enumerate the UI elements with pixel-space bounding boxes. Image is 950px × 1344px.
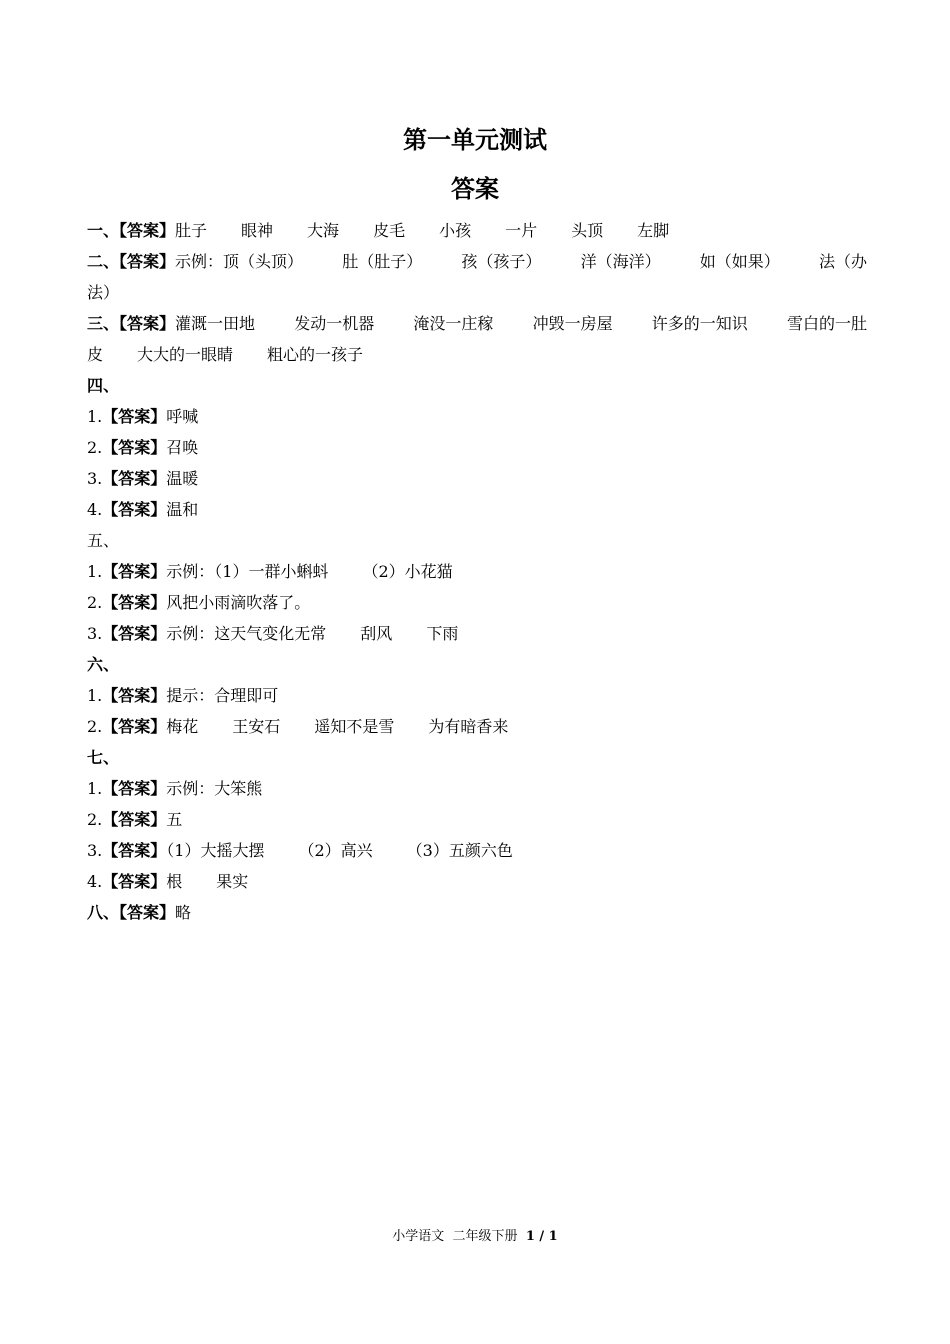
section-4-q3 — [87, 463, 867, 494]
answer-tag: 【答案】 — [102, 593, 167, 612]
answer-tag: 【答案】 — [102, 841, 167, 860]
answer-text: 为有暗香来 — [428, 717, 509, 736]
section-1 — [87, 215, 867, 246]
answer-item: 大海 — [307, 221, 340, 240]
section-5-q2 — [87, 587, 867, 618]
section-4-q2 — [87, 432, 867, 463]
answer-item: 皮毛 — [373, 221, 406, 240]
section-2-line-1 — [87, 246, 867, 277]
question-number: 3. — [87, 624, 103, 643]
answer-text: 呼喊 — [166, 407, 199, 426]
answer-item: 淹没一庄稼 — [413, 314, 494, 333]
answer-item: 肚子 — [175, 221, 208, 240]
question-number: 3. — [87, 469, 103, 488]
answer-text: 略 — [175, 903, 192, 922]
answer-text: 五 — [166, 810, 183, 829]
footer-grade: 二年级下册 — [452, 1229, 518, 1244]
answer-text: 王安石 — [232, 717, 281, 736]
answer-text: （3）五颜六色 — [406, 841, 513, 860]
section-1-prefix: 一、【答案】 — [87, 221, 176, 240]
section-6-q1 — [87, 680, 867, 711]
question-number: 1. — [87, 562, 103, 581]
answer-tag: 【答案】 — [102, 562, 167, 581]
answer-text: 召唤 — [166, 438, 199, 457]
question-number: 2. — [87, 810, 103, 829]
footer-subject: 小学语文 — [392, 1229, 445, 1244]
answer-text: （2）高兴 — [298, 841, 373, 860]
answer-item: 灌溉一田地 — [175, 314, 256, 333]
section-2-line-2 — [87, 277, 867, 308]
section-3-line-1 — [87, 308, 867, 339]
section-5-heading: 五、 — [87, 531, 120, 550]
section-3-line-2 — [87, 339, 867, 370]
answer-item: 左脚 — [637, 221, 670, 240]
answer-item: 肚（肚子） — [342, 252, 423, 271]
section-7-heading: 七、 — [87, 748, 120, 767]
answer-item: 头顶 — [571, 221, 604, 240]
section-5-q3 — [87, 618, 867, 649]
answer-text: （2）小花猫 — [362, 562, 453, 581]
answer-item: 孩（孩子） — [461, 252, 542, 271]
answer-text: 示例：这天气变化无常 — [166, 624, 327, 643]
answer-item: 如（如果） — [699, 252, 780, 271]
answer-text: 提示：合理即可 — [166, 686, 279, 705]
section-4-q4 — [87, 494, 867, 525]
answer-tag: 【答案】 — [102, 469, 167, 488]
page-footer — [0, 1227, 950, 1247]
question-number: 4. — [87, 500, 103, 519]
question-number: 2. — [87, 717, 103, 736]
answer-item: 一片 — [505, 221, 538, 240]
question-number: 3. — [87, 841, 103, 860]
answer-text: 下雨 — [426, 624, 459, 643]
answer-tag: 【答案】 — [102, 872, 167, 891]
answer-tag: 【答案】 — [102, 810, 167, 829]
answer-tag: 【答案】 — [102, 779, 167, 798]
section-2-prefix: 二、【答案】 — [87, 252, 176, 271]
section-7-q1 — [87, 773, 867, 804]
answer-item: 眼神 — [241, 221, 274, 240]
answer-text: 风把小雨滴吹落了。 — [166, 593, 311, 612]
answer-item: 冲毁一房屋 — [532, 314, 613, 333]
section-5-q1 — [87, 556, 867, 587]
answer-item: 洋（海洋） — [580, 252, 661, 271]
answer-tag: 【答案】 — [102, 686, 167, 705]
section-8 — [87, 897, 867, 928]
question-number: 2. — [87, 438, 103, 457]
answer-item: 法） — [87, 283, 120, 302]
answer-item: 许多的一知识 — [651, 314, 748, 333]
answer-tag: 【答案】 — [102, 717, 167, 736]
answer-item: 粗心的一孩子 — [267, 345, 364, 364]
section-7-q4 — [87, 866, 867, 897]
answer-text: 果实 — [216, 872, 249, 891]
answer-text: 温暖 — [166, 469, 199, 488]
section-3-prefix: 三、【答案】 — [87, 314, 176, 333]
answer-text: 根 — [166, 872, 183, 891]
question-number: 4. — [87, 872, 103, 891]
answer-content — [87, 215, 867, 928]
answer-text: 梅花 — [166, 717, 199, 736]
answer-text: 温和 — [166, 500, 199, 519]
answer-item: 雪白的一肚 — [786, 314, 867, 333]
answer-item: 发动一机器 — [294, 314, 375, 333]
answer-item: 示例：顶（头顶） — [175, 252, 304, 271]
answer-item: 小孩 — [439, 221, 472, 240]
question-number: 1. — [87, 686, 103, 705]
question-number: 1. — [87, 407, 103, 426]
answer-tag: 【答案】 — [102, 407, 167, 426]
section-4-q1 — [87, 401, 867, 432]
answer-text: 刮风 — [360, 624, 393, 643]
question-number: 1. — [87, 779, 103, 798]
section-8-prefix: 八、【答案】 — [87, 903, 176, 922]
answer-text: 示例：大笨熊 — [166, 779, 263, 798]
section-4-heading: 四、 — [87, 376, 120, 395]
question-number: 2. — [87, 593, 103, 612]
answer-item: 皮 — [87, 345, 104, 364]
section-6-q2 — [87, 711, 867, 742]
page-number: 1 / 1 — [525, 1229, 558, 1244]
answer-item: 法（办 — [818, 252, 867, 271]
answer-item: 大大的一眼睛 — [137, 345, 234, 364]
answer-tag: 【答案】 — [102, 438, 167, 457]
answer-text: 示例：（1）一群小蝌蚪 — [166, 562, 329, 581]
section-7-q2 — [87, 804, 867, 835]
answer-tag: 【答案】 — [102, 624, 167, 643]
answer-tag: 【答案】 — [102, 500, 167, 519]
page-subtitle: 答案 — [451, 174, 499, 203]
section-7-q3 — [87, 835, 867, 866]
page-title: 第一单元测试 — [403, 125, 547, 154]
answer-text: （1）大摇大摆 — [166, 841, 265, 860]
answer-text: 遥知不是雪 — [314, 717, 395, 736]
section-6-heading: 六、 — [87, 655, 120, 674]
